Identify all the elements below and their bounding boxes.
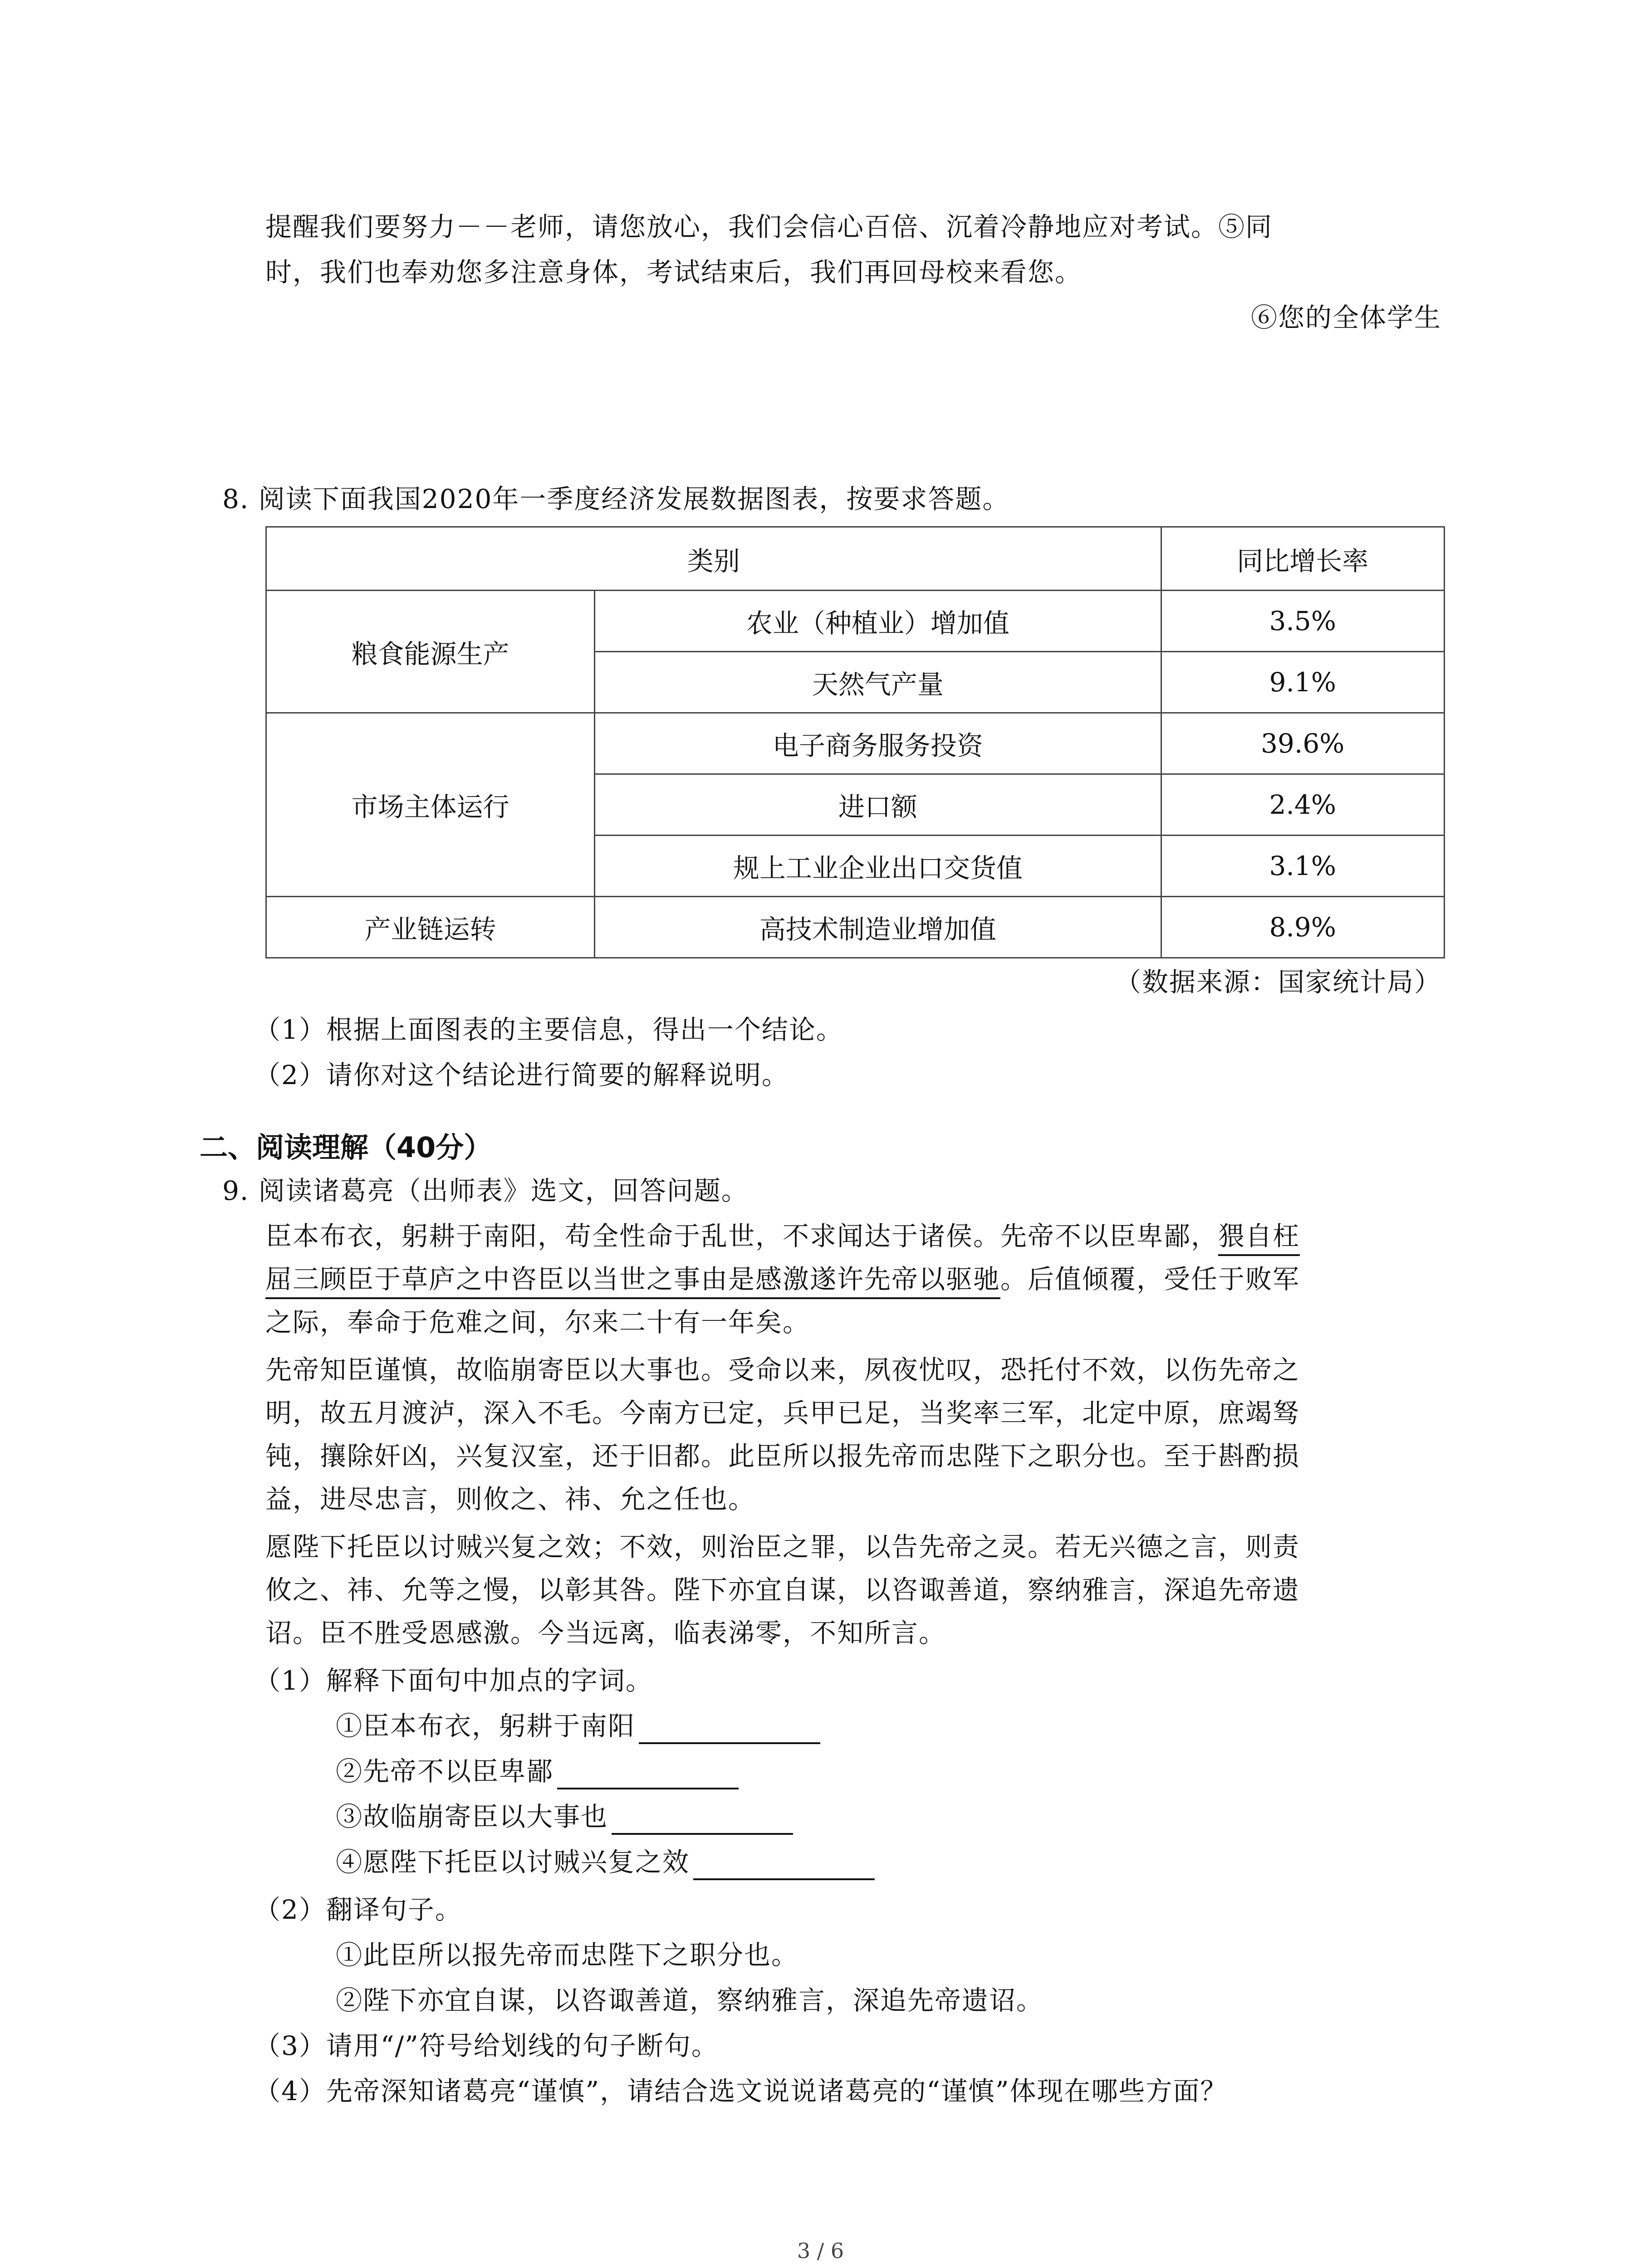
q9-sub1-item: ③故临崩寄臣以大事也 [336, 1799, 793, 1835]
table-item-cell: 农业（种植业）增加值 [595, 591, 1161, 652]
answer-blank[interactable] [612, 1806, 793, 1835]
passage-line: 诏。臣不胜受恩感激。今当远离，临表涕零，不知所言。 [265, 1618, 946, 1648]
passage-line: 益，进尽忠言，则攸之、祎、允之任也。 [265, 1484, 756, 1515]
answer-blank[interactable] [693, 1851, 875, 1880]
passage-line [265, 1261, 1300, 1297]
passage-line: 明，故五月渡泸，深入不毛。今南方已定，兵甲已足，当奖率三军，北定中原，庶竭驽 [265, 1398, 1300, 1428]
passage-line: 攸之、祎、允等之慢，以彰其咎。陛下亦宜自谋，以咨诹善道，察纳雅言，深追先帝遗 [265, 1574, 1300, 1605]
q9-sub2-item: ②陛下亦宜自谋，以咨诹善道，察纳雅言，深追先帝遗诏。 [336, 1985, 1044, 2016]
table-item-cell: 进口额 [595, 774, 1161, 836]
q9-prompt: 9. 阅读诸葛亮（出师表》选文，回答问题。 [222, 1175, 749, 1206]
table-rate-cell: 8.9% [1161, 897, 1444, 958]
letter-line-1: 提醒我们要努力－－老师，请您放心，我们会信心百倍、沉着冷静地应对考试。⑤同 [265, 211, 1273, 242]
table-rate-cell: 39.6% [1161, 713, 1444, 774]
table-group-cell: 产业链运转 [266, 897, 595, 958]
table-group-cell: 市场主体运行 [266, 713, 595, 897]
answer-blank[interactable] [639, 1715, 820, 1744]
q9-sub1: （1）解释下面句中加点的字词。 [254, 1665, 653, 1696]
table-rate-cell: 3.1% [1161, 836, 1444, 897]
economic-data-table [265, 526, 1445, 958]
letter-signature: ⑥您的全体学生 [1250, 302, 1441, 333]
passage-line: 之际，奉命于危难之间，尔来二十有一年矣。 [265, 1307, 810, 1338]
table-rate-cell: 2.4% [1161, 774, 1444, 836]
q9-sub4: （4）先帝深知诸葛亮“谨慎”，请结合选文说说诸葛亮的“谨慎”体现在哪些方面？ [254, 2076, 1228, 2107]
table-item-cell: 电子商务服务投资 [595, 713, 1161, 774]
passage-text: 臣本布衣，躬耕于南阳，苟全性命于乱世，不求闻达于诸侯。先帝不以臣卑鄙， [265, 1221, 1219, 1251]
passage-line: 先帝知臣谨慎，故临崩寄臣以大事也。受命以来，夙夜忧叹，恐托付不效，以伤先帝之 [265, 1354, 1300, 1385]
table-item-cell: 天然气产量 [595, 652, 1161, 713]
letter-line-2: 时，我们也奉劝您多注意身体，考试结束后，我们再回母校来看您。 [265, 257, 1083, 288]
page-number: 3 / 6 [797, 2239, 844, 2263]
q9-sub1-item: ②先帝不以臣卑鄙 [336, 1753, 739, 1789]
q8-sub2: （2）请你对这个结论进行简要的解释说明。 [254, 1060, 789, 1090]
q8-sub1: （1）根据上面图表的主要信息，得出一个结论。 [254, 1014, 843, 1045]
data-source: （数据来源：国家统计局） [1114, 967, 1441, 997]
q9-sub1-item: ④愿陛下托臣以讨贼兴复之效 [336, 1844, 875, 1880]
passage-line: 钝，攘除奸凶，兴复汉室，还于旧都。此臣所以报先帝而忠陛下之职分也。至于斟酌损 [265, 1441, 1300, 1471]
passage-line [265, 1218, 1300, 1254]
q9-sub1-item: ①臣本布衣，躬耕于南阳 [336, 1708, 820, 1744]
passage-text: 。后值倾覆，受任于败军 [1000, 1264, 1300, 1295]
table-rate-cell: 9.1% [1161, 652, 1444, 713]
q9-sub2: （2）翻译句子。 [254, 1894, 462, 1925]
q8-prompt: 8. 阅读下面我国2020年一季度经济发展数据图表，按要求答题。 [222, 484, 1010, 514]
table-item-cell: 高技术制造业增加值 [595, 897, 1161, 958]
table-header-rate: 同比增长率 [1161, 527, 1444, 591]
table-rate-cell: 3.5% [1161, 591, 1444, 652]
answer-blank[interactable] [557, 1760, 739, 1789]
q9-sub3: （3）请用“/”符号给划线的句子断句。 [254, 2030, 719, 2061]
underlined-text: 屈三顾臣于草庐之中咨臣以当世之事由是感激遂许先帝以驱驰 [265, 1264, 1000, 1299]
passage-line: 愿陛下托臣以讨贼兴复之效；不效，则治臣之罪，以告先帝之灵。若无兴德之言，则责 [265, 1531, 1300, 1562]
q9-sub2-item: ①此臣所以报先帝而忠陛下之职分也。 [336, 1940, 799, 1970]
table-item-cell: 规上工业企业出口交货值 [595, 836, 1161, 897]
section-title: 二、阅读理解（40分） [200, 1131, 492, 1164]
underlined-text: 猥自枉 [1218, 1221, 1300, 1256]
table-header-category: 类别 [266, 527, 1161, 591]
table-group-cell: 粮食能源生产 [266, 591, 595, 713]
